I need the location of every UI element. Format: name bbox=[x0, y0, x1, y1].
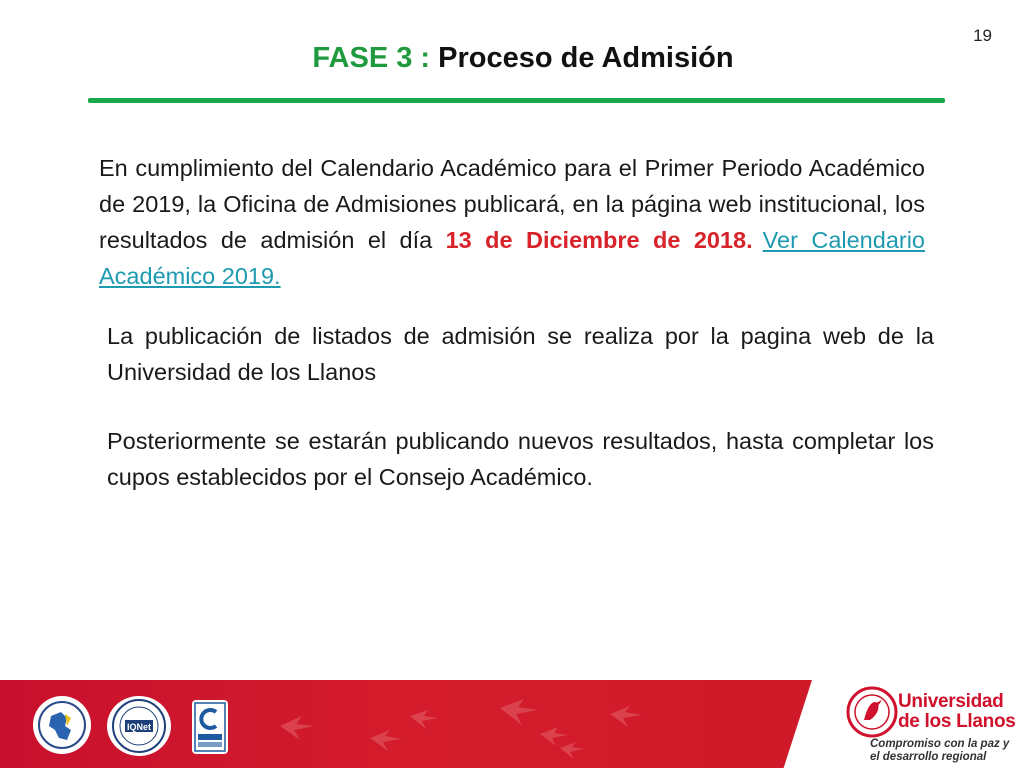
iqnet-certified-icon bbox=[107, 696, 171, 756]
motto-line1: Compromiso con la paz y bbox=[870, 738, 1010, 750]
paragraph-text: En cumplimiento del Calendario Académico para el Primer Periodo Académico de 2019, la Oficina de Admisiones publicará, en la página web institucional, los resultados de admisión el día bbox=[99, 155, 925, 253]
colombia-seal-icon bbox=[33, 696, 91, 754]
title-separator: : bbox=[412, 42, 439, 74]
academic-calendar-link[interactable]: Ver Calendario Académico 2019. bbox=[99, 227, 926, 289]
university-name-line1: Universidad bbox=[898, 691, 1004, 712]
svg-text:IQNet: IQNet bbox=[126, 722, 152, 732]
slide-number: 19 bbox=[973, 26, 992, 45]
slide-title bbox=[0, 42, 1024, 75]
results-date: 13 de Diciembre de 2018 bbox=[445, 227, 747, 253]
university-name bbox=[898, 692, 1016, 732]
title-text: Proceso de Admisión bbox=[438, 42, 734, 74]
motto-line2: el desarrollo regional bbox=[870, 751, 987, 763]
results-date-period: . bbox=[746, 227, 753, 253]
university-motto bbox=[870, 738, 1009, 764]
title-phase: FASE 3 bbox=[312, 42, 413, 74]
slide-footer bbox=[0, 680, 1024, 768]
title-underline bbox=[88, 98, 945, 103]
unillanos-logo-icon bbox=[846, 684, 898, 740]
icontec-iso-9001-icon bbox=[192, 700, 228, 754]
birds-watermark-icon bbox=[260, 686, 800, 766]
university-name-line2: de los Llanos bbox=[898, 711, 1016, 732]
publication-paragraph: La publicación de listados de admisión se realiza por la pagina web de la Universidad de los Llanos bbox=[107, 323, 934, 385]
admission-results-paragraph bbox=[99, 150, 925, 294]
subsequent-results-paragraph: Posteriormente se estarán publicando nuevos resultados, hasta completar los cupos establecidos por el Consejo Académico. bbox=[107, 428, 934, 490]
